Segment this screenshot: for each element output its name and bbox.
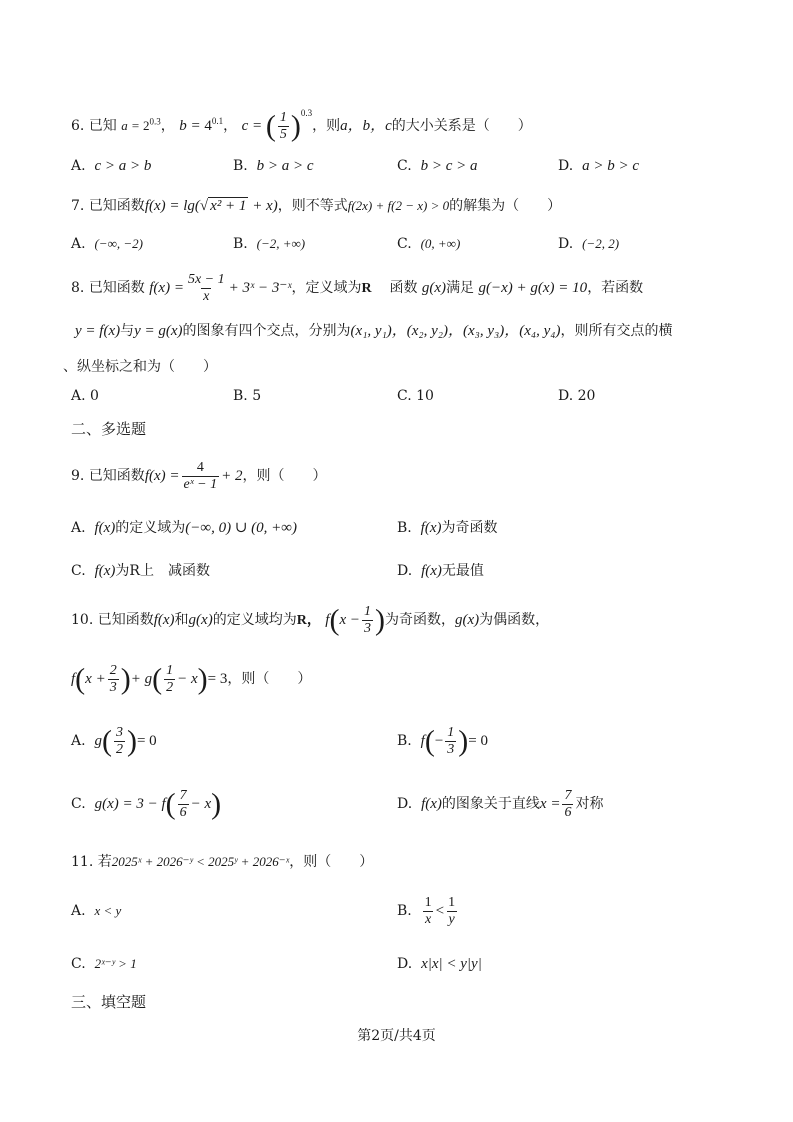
q11-option-b[interactable]: B. $\frac{1}{x}$ < $\frac{1}{y}$: [397, 895, 456, 927]
q8-option-d[interactable]: D. 20: [558, 388, 596, 404]
q9-option-d[interactable]: D. f(x)无最值: [397, 563, 484, 579]
q8-stem-line3: 、纵坐标之和为（ ）: [63, 359, 217, 375]
q9-function: f(x) = $\frac{4}{\text{eˣ − 1}}$ + 2: [144, 460, 243, 492]
q7-number: 7.: [71, 198, 85, 214]
q7-inequality: f(2x) + f(2 − x) > 0: [347, 198, 450, 213]
q10-stem-line2: f(x + $\frac{2}{3}$ )+ g( $\frac{1}{2}$ − x)= 3，则（ ）: [71, 662, 312, 696]
q11-option-c[interactable]: C. 2ˣ⁻ʸ > 1: [71, 956, 137, 972]
q10-shifted-f: f(x − $\frac{1}{3}$ ): [325, 603, 385, 637]
q8-condition: g(−x) + g(x) = 10: [478, 279, 588, 296]
q6-b-def: $b = 4^{0.1}$: [179, 116, 224, 134]
q10-stem-line1: 10. 已知函数f(x)和g(x)的定义域均为R， f(x − $\frac{1}{3}$ )为奇函数，g(x)为偶函数，: [71, 603, 550, 637]
q8-points: (x₁, y₁)，(x₂, y₂)，(x₃, y₃)，(x₄, y₄): [350, 323, 561, 339]
q8-number: 8.: [71, 279, 85, 296]
q11-inequality: 2025ˣ + 2026⁻ʸ < 2025ʸ + 2026⁻ˣ: [111, 854, 290, 869]
q7-option-c[interactable]: C. (0, +∞): [397, 236, 461, 252]
q8-option-c[interactable]: C. 10: [397, 388, 434, 404]
q8-stem-line2: y = f(x)与y = g(x)的图象有四个交点，分别为(x₁, y₁)，(x₂, y₂)，(x₃, y₃)，(x₄, y₄)，则所有交点的横: [75, 323, 673, 339]
q10-condition: f(x + $\frac{2}{3}$ )+ g( $\frac{1}{2}$ − x)= 3: [71, 662, 228, 696]
q6-stem: 6. 已知 $a = 2^{0.3}$， $b = 4^{0.1}$， c = ( $\frac{1}{5}$ )$^{0.3}$，则a，b，c的大小关系是（ ）: [71, 108, 532, 143]
q9-option-b[interactable]: B. f(x)为奇函数: [397, 520, 498, 536]
q7-option-a[interactable]: A. (−∞, −2): [71, 236, 143, 252]
q7-function: f(x) = lg(√ x² + 1 + x): [144, 198, 278, 214]
q9-option-a[interactable]: A. f(x)的定义域为(−∞, 0) ∪ (0, +∞): [71, 520, 297, 536]
q8-stem-line1: 8. 已知函数 f(x) = $\frac{5x - 1}{x}$ + 3ˣ − 3⁻ˣ，定义域为R 函数 g(x)满足 g(−x) + g(x) = 10，若函数: [71, 272, 644, 304]
q11-option-a[interactable]: A. x < y: [71, 903, 122, 919]
q6-a-def: $a = 2^{0.3}$: [121, 116, 161, 133]
q11-option-d[interactable]: D. x|x| < y|y|: [397, 956, 482, 972]
q10-option-a[interactable]: A. g( $\frac{3}{2}$ )= 0: [71, 724, 157, 758]
q6-option-b[interactable]: B. b > a > c: [233, 158, 314, 174]
q11-stem: 11. 若2025ˣ + 2026⁻ʸ < 2025ʸ + 2026⁻ˣ，则（ ）: [71, 854, 374, 870]
page-number-footer: 第2页/共4页: [357, 1028, 436, 1044]
q6-option-c[interactable]: C. b > c > a: [397, 158, 478, 174]
q10-number: 10.: [71, 611, 94, 628]
q8-option-b[interactable]: B. 5: [233, 388, 262, 404]
q10-option-b[interactable]: B. f(− $\frac{1}{3}$ )= 0: [397, 724, 489, 758]
q11-number: 11.: [71, 854, 94, 870]
q6-c-def: c = ( $\frac{1}{5}$ )$^{0.3}$: [241, 108, 313, 143]
section-multiple-choice-title: 二、多选题: [71, 420, 147, 438]
q7-stem: 7. 已知函数f(x) = lg(√ x² + 1 + x)，则不等式f(2x) + f(2 − x) > 0的解集为（ ）: [71, 198, 562, 214]
q6-option-d[interactable]: D. a > b > c: [558, 158, 639, 174]
q6-number: 6.: [71, 118, 85, 134]
q8-option-a[interactable]: A. 0: [71, 388, 99, 404]
q9-stem: 9. 已知函数f(x) = $\frac{4}{\text{eˣ − 1}}$ + 2，则（ ）: [71, 460, 327, 492]
q10-option-d[interactable]: D. f(x)的图象关于直线x = $\frac{7}{6}$ 对称: [397, 788, 604, 820]
q10-option-c[interactable]: C. g(x) = 3 − f( $\frac{7}{6}$ − x): [71, 787, 222, 821]
q6-option-a[interactable]: A. c > a > b: [71, 158, 152, 174]
q9-option-c[interactable]: C. f(x)为R上 减函数: [71, 563, 210, 579]
q7-option-b[interactable]: B. (−2, +∞): [233, 236, 306, 252]
q9-number: 9.: [71, 467, 85, 484]
q7-option-d[interactable]: D. (−2, 2): [558, 236, 620, 252]
section-fill-in-title: 三、填空题: [71, 993, 147, 1011]
q8-function: f(x) = $\frac{5x - 1}{x}$ + 3ˣ − 3⁻ˣ: [149, 272, 292, 304]
